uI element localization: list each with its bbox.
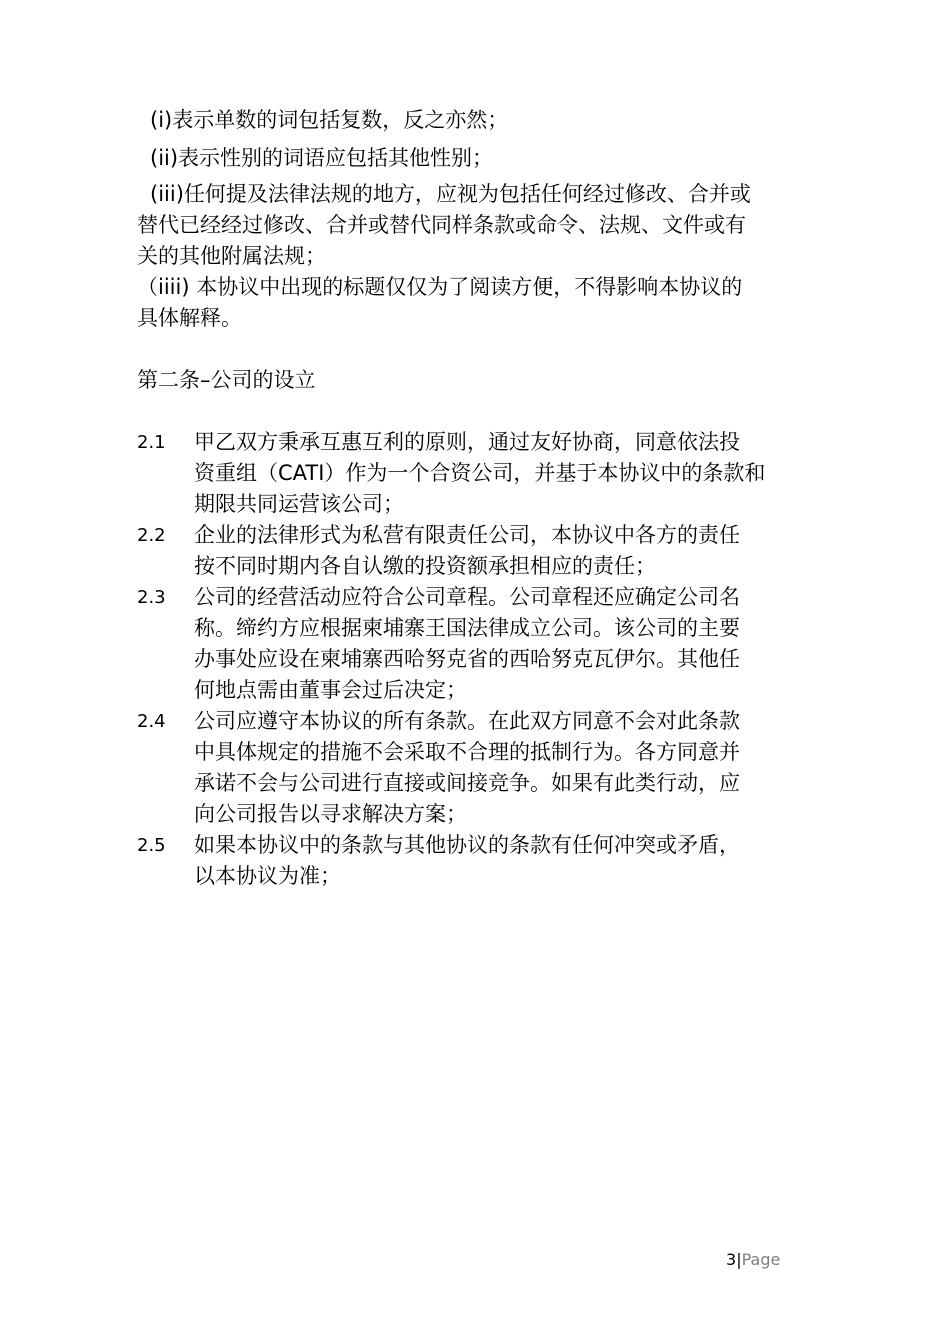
clause-line: 甲乙双方秉承互惠互利的原则，通过友好协商，同意依法投 — [194, 430, 740, 454]
clause-line: 资重组（CATI）作为一个合资公司，并基于本协议中的条款和 — [194, 461, 766, 485]
definition-line: 替代已经经过修改、合并或替代同样条款或命令、法规、文件或有 — [137, 213, 746, 237]
clause-body — [194, 706, 740, 830]
clause-line: 公司的经营活动应符合公司章程。公司章程还应确定公司名 — [194, 585, 740, 609]
definition-iii — [137, 179, 751, 272]
clause-line: 何地点需由董事会过后决定； — [194, 678, 467, 702]
clause-number: 2.4 — [137, 711, 166, 732]
clause-body — [194, 830, 740, 892]
clause-line: 以本协议为准； — [194, 864, 341, 888]
clause-number: 2.3 — [137, 587, 166, 608]
clause-line: 办事处应设在柬埔寨西哈努克省的西哈努克瓦伊尔。其他任 — [194, 647, 740, 671]
definition-line: 具体解释。 — [137, 306, 242, 330]
clause-line: 如果本协议中的条款与其他协议的条款有任何冲突或矛盾， — [194, 833, 740, 857]
page-label: Page — [741, 1250, 781, 1269]
clause-line: 向公司报告以寻求解决方案； — [194, 802, 467, 826]
clause-line: 按不同时期内各自认缴的投资额承担相应的责任； — [194, 554, 656, 578]
definition-iiii — [137, 272, 742, 334]
definition-line: 关的其他附属法规； — [137, 244, 326, 268]
clause-body — [194, 427, 765, 520]
clause-body — [194, 520, 740, 582]
definition-line: (ii)表示性别的词语应包括其他性别； — [150, 146, 494, 170]
clause-line: 中具体规定的措施不会采取不合理的抵制行为。各方同意并 — [194, 740, 740, 764]
clause-body — [194, 582, 740, 706]
definition-ii — [150, 143, 493, 174]
page-separator: | — [736, 1250, 742, 1269]
page-footer — [726, 1249, 780, 1271]
clause-line: 称。缔约方应根据柬埔寨王国法律成立公司。该公司的主要 — [194, 616, 740, 640]
clause-line: 公司应遵守本协议的所有条款。在此双方同意不会对此条款 — [194, 709, 740, 733]
clause-number: 2.5 — [137, 835, 166, 856]
clause-number: 2.2 — [137, 525, 166, 546]
clause-line: 承诺不会与公司进行直接或间接竞争。如果有此类行动，应 — [194, 771, 740, 795]
clause-number: 2.1 — [137, 432, 166, 453]
definition-line: （iiii) 本协议中出现的标题仅仅为了阅读方便，不得影响本协议的 — [137, 275, 743, 299]
section-heading: 第二条–公司的设立 — [137, 368, 316, 392]
definition-line: (i)表示单数的词包括复数，反之亦然； — [150, 108, 509, 132]
definition-i — [150, 105, 508, 136]
page-number: 3 — [726, 1250, 737, 1269]
definition-line: (iii)任何提及法律法规的地方，应视为包括任何经过修改、合并或 — [150, 182, 751, 206]
clause-line: 期限共同运营该公司； — [194, 492, 404, 516]
clause-line: 企业的法律形式为私营有限责任公司，本协议中各方的责任 — [194, 523, 740, 547]
